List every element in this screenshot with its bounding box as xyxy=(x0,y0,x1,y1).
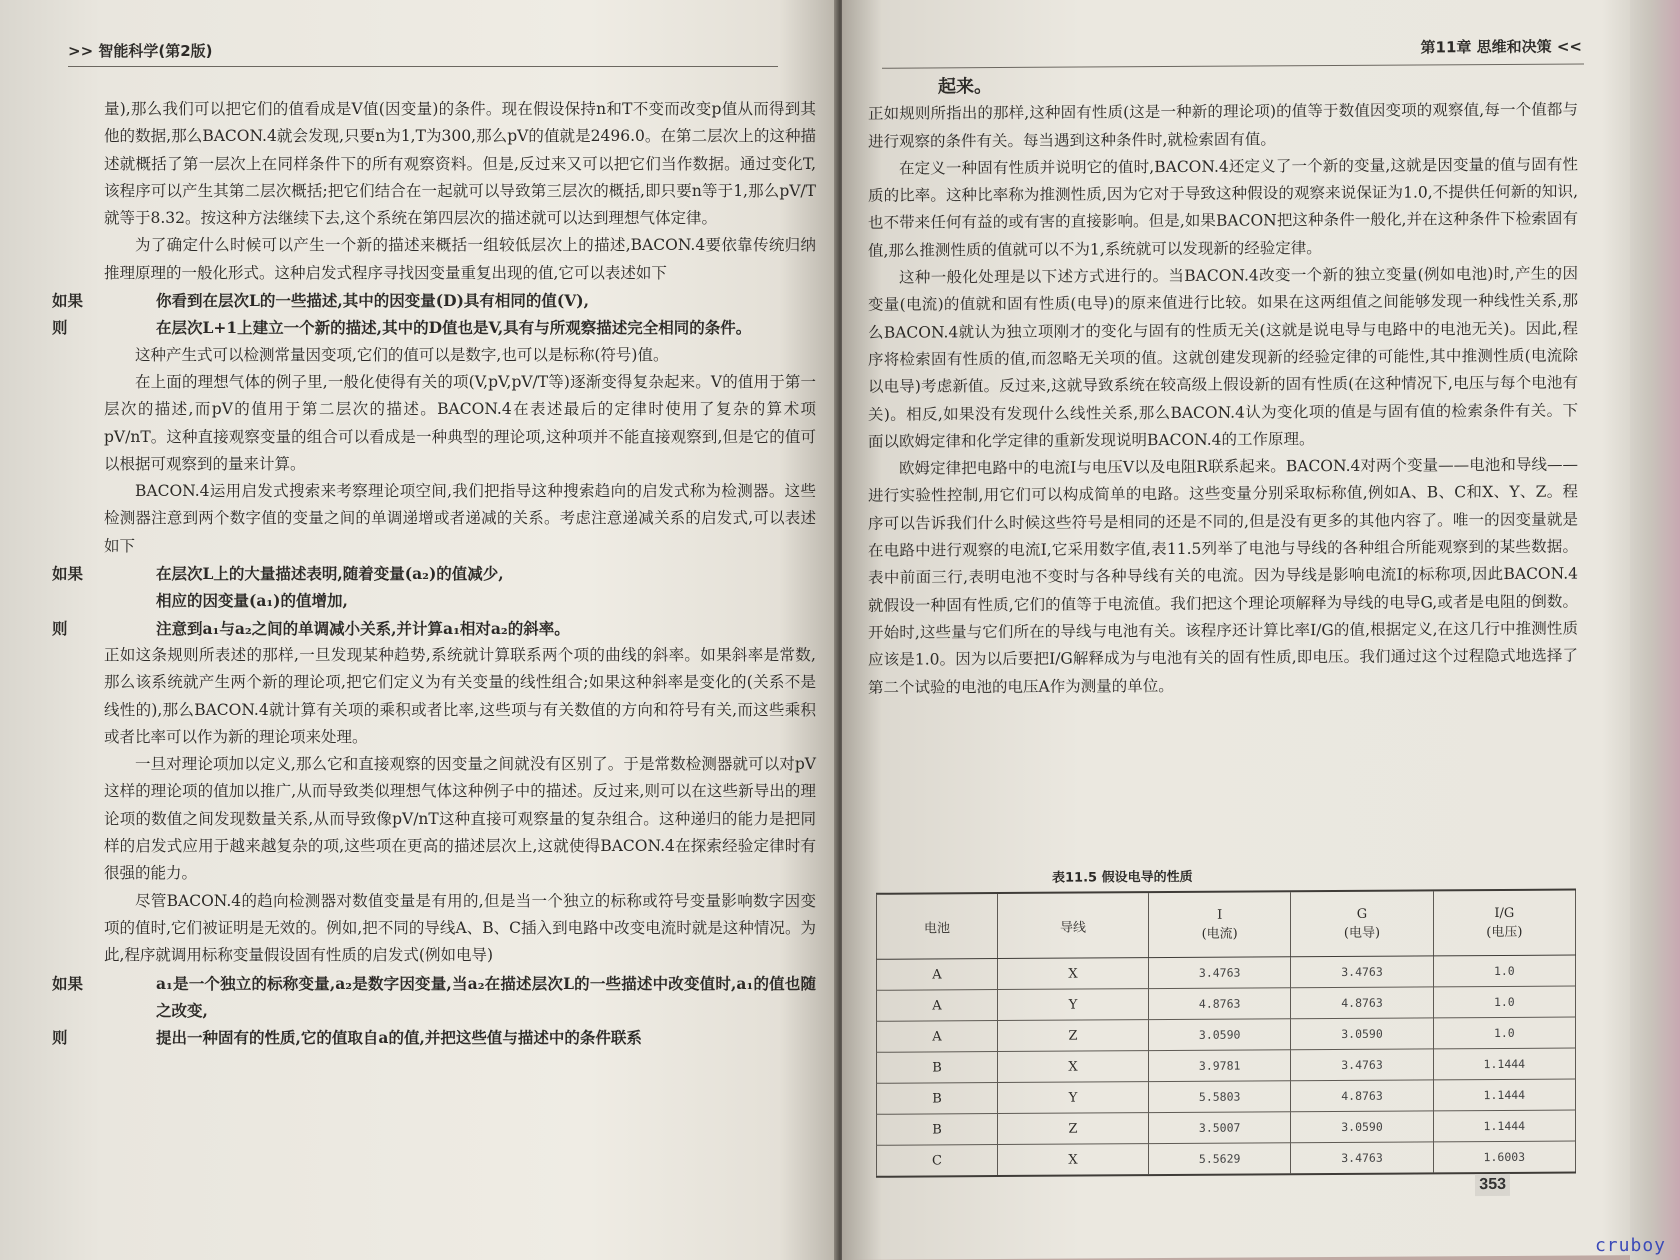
cell-voltage: 1.1444 xyxy=(1433,1079,1575,1111)
cell-wire: Y xyxy=(998,1082,1149,1114)
table-row xyxy=(877,1110,1576,1145)
table-row xyxy=(877,1141,1576,1177)
cell-conductance: 4.8763 xyxy=(1291,987,1433,1019)
watermark: cruboy xyxy=(1594,1235,1666,1256)
cell-wire: X xyxy=(998,1051,1149,1083)
rule-keyword: 则 xyxy=(52,318,68,338)
cell-voltage: 1.0 xyxy=(1433,986,1575,1018)
cell-battery: B xyxy=(877,1083,998,1115)
table-caption: 表11.5 假设电导的性质 xyxy=(1052,869,1193,886)
header-rule xyxy=(68,66,778,67)
cell-wire: Y xyxy=(998,989,1149,1021)
cell-conductance: 3.4763 xyxy=(1291,1049,1433,1081)
paragraph: 这种一般化处理是以下述方式进行的。当BACON.4改变一个新的独立变量(例如电池)时,产生的因变量(电流)的值就和固有性质(电导)的原来值进行比较。如果在这两组值之间能够发现一种线性关系,那么BACON.4就认为独立项刚才的变化与固有的性质无关(这就是说电导与电路中的电池无关)。因此,程序将检索固有性质的值,而忽略无关项的值。这就创建发现新的经验定律的可能性,其中推测性质(电流除以电导)考虑新值。反过来,这就导致系统在较高级上假设新的固有性质(在这种情况下,电压与每个电池有关)。相反,如果没有发现什么线性关系,那么BACON.4认为变化项的值是与固有值的检索条件有关。下面以欧姆定律和化学定律的重新发现说明BACON.4的工作原理。 xyxy=(868,264,1578,451)
cell-wire: Z xyxy=(998,1113,1149,1145)
paragraph: 为了确定什么时候可以产生一个新的描述来概括一组较低层次上的描述,BACON.4要依靠传统归纳推理原理的一般化形式。这种启发式程序寻找因变量重复出现的值,它可以表述如下 xyxy=(104,236,816,282)
paragraph: 一旦对理论项加以定义,那么它和直接观察的因变量之间就没有区别了。于是常数检测器就可以对pV这样的理论项的值加以推广,从而导致类似理想气体这种例子中的描述。反过来,则可以在这些新导出的理论项的数值之间发现数量关系,从而导致像pV/nT这种直接可观察量的复杂组合。这种递归的能力是把同样的启发式应用于越来越复杂的项,这些项在更高的描述层次上,这就使得BACON.4在探索经验定律时有很强的能力。 xyxy=(104,755,816,883)
running-header: 第11章 思维和决策 << xyxy=(1420,37,1582,57)
cell-voltage: 1.1444 xyxy=(1433,1048,1575,1080)
rule-text: 你看到在层次L的一些描述,其中的因变量(D)具有相同的值(V), xyxy=(156,291,589,311)
rule-then xyxy=(52,615,816,642)
table-row xyxy=(877,1017,1576,1052)
rule-keyword: 如果 xyxy=(52,291,84,311)
cell-conductance: 3.4763 xyxy=(1291,1142,1433,1174)
column-header: I (电流) xyxy=(1149,891,1291,957)
cell-current: 3.5007 xyxy=(1149,1112,1291,1144)
rule-if xyxy=(52,287,816,314)
column-header: I/G (电压) xyxy=(1433,890,1575,956)
cell-conductance: 3.0590 xyxy=(1291,1111,1433,1143)
paragraph: 正如这条规则所表述的那样,一旦发现某种趋势,系统就计算联系两个项的曲线的斜率。如果斜率是常数,那么该系统就产生两个新的理论项,把它们定义为有关变量的线性组合;如果这种斜率是变化的(关系不是线性的),那么BACON.4就计算有关项的乘积或者比率,这些项与有关数值的方向和符号有关,而这些乘积或者比率可以作为新的理论项来处理。 xyxy=(104,645,816,746)
continuation-text: 起来。 xyxy=(938,76,992,98)
cell-current: 5.5803 xyxy=(1149,1081,1291,1113)
paragraph: 量),那么我们可以把它们的值看成是V值(因变量)的条件。现在假设保持n和T不变而改变p值从而得到其他的数据,那么BACON.4就会发现,只要n为1,T为300,那么pV的值就是2496.0。在第二层次上的这种描述就概括了第一层次上在同样条件下的所有观察资料。但是,反过来又可以把它们当作数据。通过变化T,该程序可以产生其第二层次概括;把它们结合在一起就可以导致第三层次的概括,即只要n等于1,那么pV/T就等于8.32。按这种方法继续下去,这个系统在第四层次的描述就可以达到理想气体定律。 xyxy=(104,100,816,228)
paragraph: 在上面的理想气体的例子里,一般化使得有关的项(V,pV,pV/T等)逐渐变得复杂起来。V的值用于第一层次的描述,而pV的值用于第二层次的描述。BACON.4在表述最后的定律时使用了复杂的算术项pV/nT。这种直接观察变量的组合可以看成是一种典型的理论项,这种项并不能直接观察到,但是它的值可以根据可观察到的量来计算。 xyxy=(104,372,816,473)
page-edge xyxy=(1630,0,1680,1260)
rule-if-continued: 相应的因变量(a₁)的值增加, xyxy=(156,591,348,611)
paragraph: 这种产生式可以检测常量因变项,它们的值可以是数字,也可以是标称(符号)值。 xyxy=(135,345,669,364)
cell-current: 4.8763 xyxy=(1149,988,1291,1020)
rule-text: a₁是一个独立的标称变量,a₂是数字因变量,当a₂在描述层次L的一些描述中改变值时,a₁的值也随之改变, xyxy=(156,973,816,1020)
rule-then xyxy=(52,314,816,341)
right-page xyxy=(842,0,1642,1260)
right-body-text xyxy=(868,70,1578,702)
cell-current: 5.5629 xyxy=(1149,1143,1291,1175)
rule-text: 提出一种固有的性质,它的值取自a的值,并把这些值与描述中的条件联系 xyxy=(156,1028,642,1048)
paragraph: 欧姆定律把电路中的电流I与电压V以及电阻R联系起来。BACON.4对两个变量——电池和导线——进行实验性控制,用它们可以构成简单的电路。这些变量分别采取标称值,例如A、B、C和X、Y、Z。程序可以告诉我们什么时候这些符号是相同的还是不同的,但是没有更多的其他内容了。唯一的因变量就是在电路中进行观察的电流I,它采用数字值,表11.5列举了电池与导线的各种组合所能观察到的某些数据。表中前面三行,表明电池不变时与各种导线有关的电流。因为导线是影响电流I的标称项,因此BACON.4就假设一种固有性质,它们的值等于电流值。我们把这个理论项解释为导线的电导G,或者是电阻的倒数。开始时,这些量与它们所在的导线与电池有关。该程序还计算比率I/G的值,根据定义,在这几行中推测性质应该是1.0。因为以后要把I/G解释成为与电池有关的固有性质,即电压。我们通过这个过程隐式地选择了第二个试验的电池的电压A作为测量的单位。 xyxy=(868,455,1578,697)
rule-text: 在层次L+1上建立一个新的描述,其中的D值也是V,具有与所观察描述完全相同的条件。 xyxy=(156,318,752,338)
cell-wire: X xyxy=(998,958,1149,990)
cell-voltage: 1.0 xyxy=(1433,1017,1575,1049)
running-header: >> 智能科学(第2版) xyxy=(68,42,213,60)
paragraph: BACON.4运用启发式搜索来考察理论项空间,我们把指导这种搜索趋向的启发式称为检测器。这些检测器注意到两个数字值的变量之间的单调递增或者递减的关系。考虑注意递减关系的启发式,可以表述如下 xyxy=(104,482,816,555)
rule-then xyxy=(52,1024,816,1051)
column-header: 电池 xyxy=(877,893,998,959)
paragraph: 在定义一种固有性质并说明它的值时,BACON.4还定义了一个新的变量,这就是因变量的值与固有性质的比率。这种比率称为推测性质,因为它对于导致这种假设的观察来说保证为1.0,不提供任何新的知识,也不带来任何有益的或有害的直接影响。但是,如果BACON把这种条件一般化,并在这种条件下检索固有值,那么推测性质的值就可以不为1,系统就可以发现新的经验定律。 xyxy=(868,155,1578,260)
left-page xyxy=(0,0,838,1260)
cell-battery: B xyxy=(877,1114,998,1146)
paragraph: 正如规则所指出的那样,这种固有性质(这是一种新的理论项)的值等于数值因变项的观察值,每一个值都与进行观察的条件有关。每当遇到这种条件时,就检索固有值。 xyxy=(868,100,1578,151)
data-table xyxy=(876,889,1576,1178)
rule-text: 在层次L上的大量描述表明,随着变量(a₂)的值减少, xyxy=(156,564,504,584)
cell-conductance: 3.0590 xyxy=(1291,1018,1433,1050)
cell-battery: A xyxy=(877,1021,998,1053)
rule-if xyxy=(52,970,816,1025)
cell-battery: B xyxy=(877,1052,998,1084)
cell-current: 3.4763 xyxy=(1149,957,1291,989)
cell-voltage: 1.6003 xyxy=(1433,1141,1575,1173)
cell-battery: A xyxy=(877,990,998,1022)
cell-current: 3.9781 xyxy=(1149,1050,1291,1082)
rule-keyword: 如果 xyxy=(52,564,84,584)
table-header-row xyxy=(877,890,1576,960)
table-row xyxy=(877,1079,1576,1114)
cell-conductance: 4.8763 xyxy=(1291,1080,1433,1112)
cell-wire: Z xyxy=(998,1020,1149,1052)
column-header: G (电导) xyxy=(1291,890,1433,956)
rule-keyword: 如果 xyxy=(52,973,84,993)
paragraph: 尽管BACON.4的趋向检测器对数值变量是有用的,但是当一个独立的标称或符号变量影响数字因变项的值时,它们被证明是无效的。例如,把不同的导线A、B、C插入到电路中改变电流时就是这种情况。为此,程序就调用标称变量假设固有性质的启发式(例如电导) xyxy=(104,891,816,965)
cell-battery: A xyxy=(877,959,998,991)
cell-voltage: 1.0 xyxy=(1433,955,1575,987)
rule-keyword: 则 xyxy=(52,1028,68,1048)
page-number: 353 xyxy=(1475,1174,1510,1196)
table-row xyxy=(877,955,1576,990)
table-row xyxy=(877,986,1576,1021)
cell-voltage: 1.1444 xyxy=(1433,1110,1575,1142)
rule-text: 注意到a₁与a₂之间的单调减小关系,并计算a₁相对a₂的斜率。 xyxy=(156,618,570,638)
table-row xyxy=(877,1048,1576,1083)
rule-if xyxy=(52,560,816,587)
cell-battery: C xyxy=(877,1145,998,1177)
cell-current: 3.0590 xyxy=(1149,1019,1291,1051)
left-body-text xyxy=(52,96,816,1051)
header-rule xyxy=(882,63,1584,68)
rule-keyword: 则 xyxy=(52,618,68,638)
cell-conductance: 3.4763 xyxy=(1291,956,1433,988)
column-header: 导线 xyxy=(998,892,1149,958)
cell-wire: X xyxy=(998,1144,1149,1176)
